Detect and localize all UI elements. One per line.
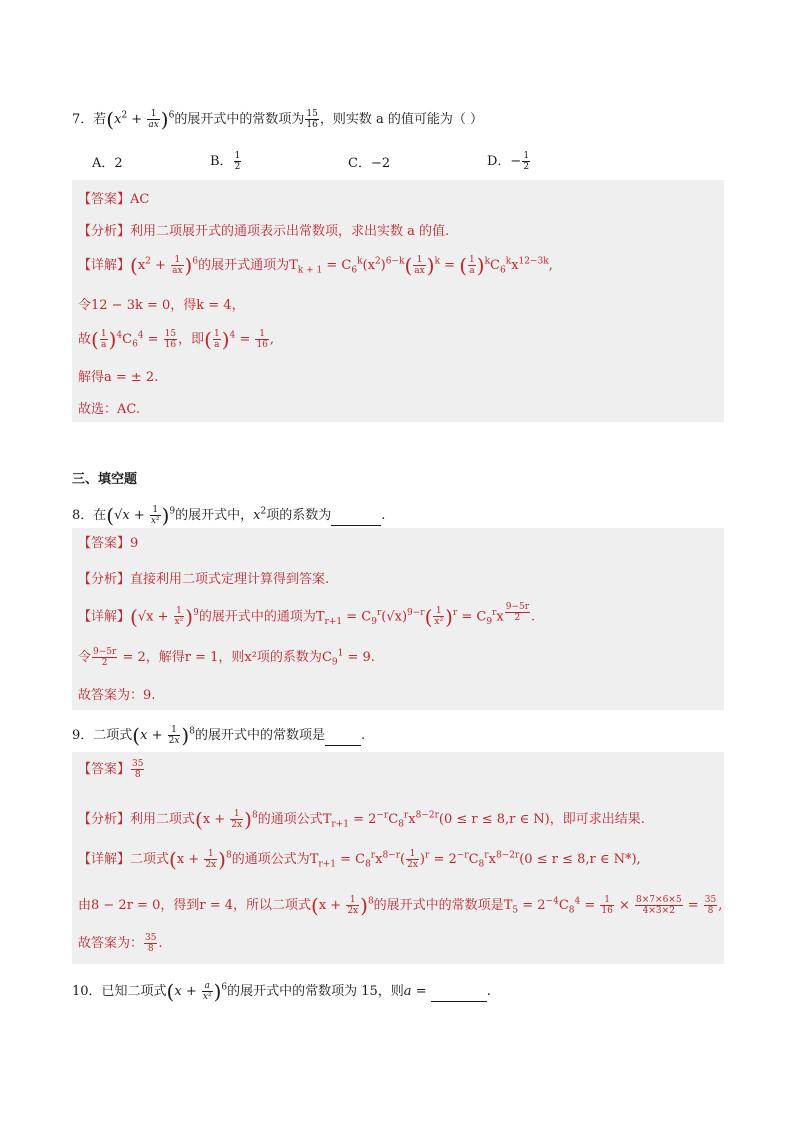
q8-detail-2-prefix: 令: [78, 650, 92, 665]
q7-detail-3-prefix: 故: [78, 332, 92, 347]
q7-detail-1: 【详解】($x^2$ + $\frac{1}{ax}$ )$^6$的展开式通项为$T_{k + 1} = C_6^k(x^2)^{6-k}$( $\frac{1}{ax}$ )$^k$ = ( $\frac{1}{a}$ )$^kC_6^kx^{12-3k}$,: [78, 253, 553, 278]
q9-detail-1-mid: 的通项公式为: [231, 852, 310, 867]
q8-detail-2: 令 $\frac{9-5r}{2}$ = 2，解得r = 1，则x²项的系数为$C_9^1 = 9$.: [78, 647, 375, 668]
q9-answer-blank[interactable]: [325, 730, 361, 746]
q7-answer: 【答案】AC: [78, 192, 150, 207]
q8-answer-blank[interactable]: [331, 510, 381, 526]
q9-answer: 【答案】 $\frac{35}{8}$: [78, 759, 144, 780]
q7-detail-2: 令12 − 3k = 0，得k = 4，: [78, 298, 245, 313]
q9-answer-label: 【答案】: [78, 762, 131, 777]
q8-detail-1-label: 【详解】: [78, 609, 131, 625]
q7-option-c[interactable]: C．−2: [348, 156, 391, 171]
q8-detail-1: 【详解】(√x + $\frac{1}{\text{x²}}$ )$^9$的展开式中的通项为$T_{r+1} = C_9^r(√x)^{9-r}$( $\frac{1}{\text{x²}}$ )$^r = C_9^rx$ $^{\frac{9-5r}{2}}$ .: [78, 602, 536, 629]
q9-analysis: 【分析】利用二项式(x + $\frac{1}{2x}$ )$^8$的通项公式$T_{r+1} = 2^{-r}C_8^rx^{8-2r}(0 \le r \le 8,r$ ∈ N)，即可求出结果.: [78, 807, 645, 832]
q7-option-d[interactable]: D．− $\frac{1}{2}$: [487, 151, 530, 172]
q8-stem-prefix: 8．在: [72, 508, 107, 523]
q8-solution-panel: [72, 528, 724, 710]
q7-detail-5: 故选：AC.: [78, 402, 141, 417]
q7-detail-1-label: 【详解】: [78, 258, 131, 273]
q10-stem-mid: 的展开式中的常数项为 15，则: [227, 984, 404, 999]
q9-detail-2-prefix: 由8 − 2r = 0，得到r = 4，所以二项式: [78, 898, 311, 913]
q9-detail-1-label: 【详解】二项式: [78, 852, 170, 867]
q9-detail-1: 【详解】二项式(x + $\frac{1}{2x}$ )$^8$的通项公式为$T_{r+1} = C_8^rx^{8-r}$( $\frac{1}{2x}$ )$^r = 2^{-r}C_8^rx^{8-2r}(0 \le r \le 8,r$ ∈ N*),: [78, 847, 641, 872]
q10-stem-prefix: 10．已知二项式: [72, 984, 167, 999]
q7-option-b[interactable]: B． $\frac{1}{2}$: [210, 151, 241, 172]
q7-analysis: 【分析】利用二项展开式的通项表示出常数项，求出实数 a 的值.: [78, 224, 450, 239]
q8-stem-mid: 的展开式中，: [175, 508, 254, 523]
q7-stem-mid: 的展开式中的常数项为: [174, 112, 305, 127]
q7-stem-suffix: ，则实数 a 的值可能为（ ）: [319, 112, 483, 127]
q9-analysis-suffix: ，即可求出结果.: [549, 812, 645, 827]
q9-analysis-label: 【分析】利用二项式: [78, 812, 196, 827]
q7-detail-3-mid: ，即: [178, 332, 205, 347]
q8-stem-suffix: 项的系数为: [266, 508, 332, 523]
q9-stem-prefix: 9．二项式: [72, 728, 133, 743]
q8-analysis: 【分析】直接利用二项式定理计算得到答案.: [78, 572, 330, 587]
q8-detail-3: 故答案为：9.: [78, 688, 156, 703]
q10-stem-suffix: =: [411, 984, 431, 999]
q7-option-a[interactable]: A．2: [92, 156, 123, 171]
q8-stem: 8．在(√x + $\frac{1}{\text{x²}}$ )$^9$的展开式中，$x^2$项的系数为 .: [72, 503, 386, 528]
q9-detail-3-prefix: 故答案为：: [78, 936, 144, 951]
q9-detail-3: 故答案为： $\frac{35}{8}$ .: [78, 933, 163, 954]
q7-detail-3: 故( $\frac{1}{a}$ )$^4C_6^4$ = $\frac{15}{16}$ ，即( $\frac{1}{a}$ )$^4$ = $\frac{1}{16}$ ,: [78, 327, 275, 352]
q9-solution-panel: [72, 752, 724, 964]
section-title: 三、填空题: [72, 472, 138, 487]
q7-detail-1-mid: 的展开式通项为: [198, 258, 290, 273]
q7-solution-panel: [72, 180, 724, 422]
q9-stem-mid: 的展开式中的常数项是: [194, 728, 325, 743]
q7-stem: 7．若($x^2$ + $\frac{1}{ax}$ )$^6$的展开式中的常数项为 $\frac{15}{16}$ ，则实数 a 的值可能为（ ）: [72, 107, 483, 132]
q9-detail-2-mid: 的展开式中的常数项是: [373, 898, 504, 913]
q7-stem-prefix: 7．若: [72, 112, 107, 127]
q10-answer-blank[interactable]: [431, 986, 487, 1002]
q9-detail-2: 由8 − 2r = 0，得到r = 4，所以二项式(x + $\frac{1}{2x}$ )$^8$的展开式中的常数项是$T_5 = 2^{-4}C_8^4$ = $\frac{1}{16}$ × $\frac{8\times 7\times 6\times 5}{4\times 3\times 2}$ = $\frac{35}{8}$ ,: [78, 893, 723, 918]
q9-stem: 9．二项式(x + $\frac{1}{2x}$ )$^8$的展开式中的常数项是 .: [72, 723, 366, 748]
q9-analysis-mid: 的通项公式: [257, 812, 323, 827]
q8-detail-2-mid: = 2，解得r = 1，则x²项的系数为: [118, 650, 322, 665]
q8-answer: 【答案】9: [78, 536, 139, 551]
q7-detail-4: 解得a = ± 2.: [78, 370, 159, 385]
q10-stem: 10．已知二项式(x + $\frac{a}{\text{x²}}$ )$^6$的展开式中的常数项为 15，则a = .: [72, 979, 491, 1004]
q8-detail-1-mid: 的展开式中的通项为: [198, 609, 316, 625]
